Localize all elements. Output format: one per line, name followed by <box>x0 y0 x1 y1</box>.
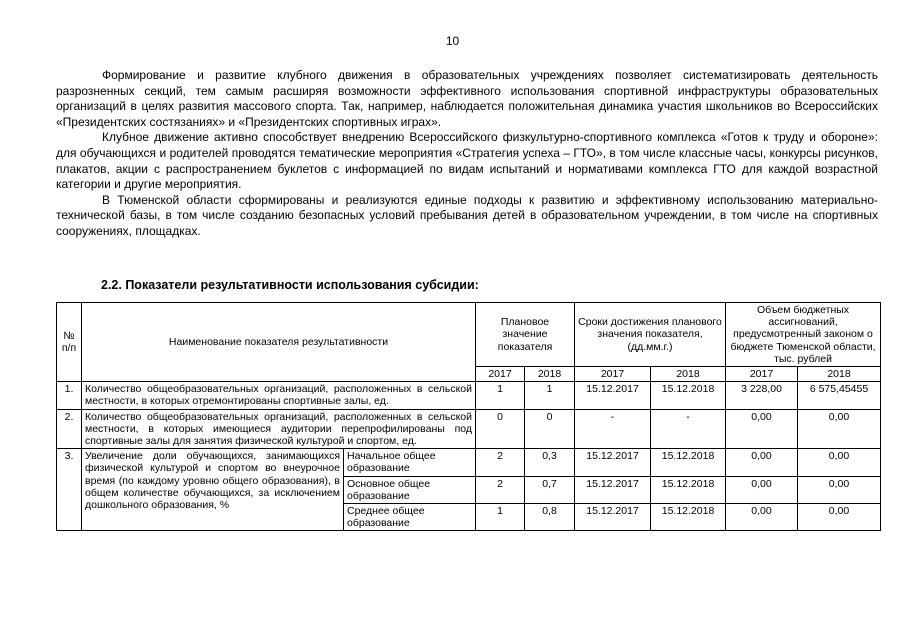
plan-2017: 1 <box>476 504 525 531</box>
budget-2018: 0,00 <box>798 409 881 449</box>
plan-2017: 2 <box>476 449 525 476</box>
plan-2017: 2 <box>476 476 525 503</box>
plan-2018: 0,3 <box>525 449 575 476</box>
budget-2018: 0,00 <box>798 504 881 531</box>
header-date-2018: 2018 <box>651 367 726 382</box>
header-budget-2018: 2018 <box>798 367 881 382</box>
header-row <box>57 303 881 367</box>
table-row <box>57 449 881 476</box>
table-row <box>57 382 881 409</box>
plan-2018: 0,7 <box>525 476 575 503</box>
date-2017: 15.12.2017 <box>575 476 651 503</box>
date-2018: 15.12.2018 <box>651 382 726 409</box>
budget-2018: 6 575,45455 <box>798 382 881 409</box>
plan-2018: 1 <box>525 382 575 409</box>
header-plan-2018: 2018 <box>525 367 575 382</box>
budget-2017: 0,00 <box>726 476 798 503</box>
section-title: 2.2. Показатели результативности использования субсидии: <box>101 278 479 292</box>
date-2018: 15.12.2018 <box>651 476 726 503</box>
header-budget-2017: 2017 <box>726 367 798 382</box>
header-plan: Плановое значение показателя <box>476 303 575 367</box>
row-num: 2. <box>57 409 82 449</box>
row-name: Количество общеобразовательных организаций, расположенных в сельской местности, в которых отремонтированы спортивные залы, ед. <box>82 382 476 409</box>
budget-2017: 0,00 <box>726 504 798 531</box>
plan-2017: 0 <box>476 409 525 449</box>
row-name: Увеличение доли обучающихся, занимающихся физической культурой и спортом во внеурочное время (по каждому уровню общего образования), в общем количестве обучающихся, за исключением дошкольного образования, % <box>82 449 344 531</box>
education-level: Начальное общее образование <box>344 449 476 476</box>
date-2018: 15.12.2018 <box>651 449 726 476</box>
header-name: Наименование показателя результативности <box>82 303 476 382</box>
header-num: № п/п <box>57 303 82 382</box>
budget-2017: 0,00 <box>726 409 798 449</box>
paragraph-3: В Тюменской области сформированы и реализуются единые подходы к развитию и эффективному использованию материально-технической базы, в том числе созданию безопасных условий пребывания детей в образовательном учреждении, в том числе на спортивных сооружениях, площадках. <box>56 192 878 238</box>
header-date-2017: 2017 <box>575 367 651 382</box>
row-num: 1. <box>57 382 82 409</box>
plan-2017: 1 <box>476 382 525 409</box>
date-2017: 15.12.2017 <box>575 382 651 409</box>
indicators-table <box>56 302 881 531</box>
header-plan-2017: 2017 <box>476 367 525 382</box>
row-name: Количество общеобразовательных организаций, расположенных в сельской местности, в которых имеющиеся аудитории перепрофилированы под спортивные залы для занятия физической культурой и спортом, ед. <box>82 409 476 449</box>
date-2018: - <box>651 409 726 449</box>
table-row <box>57 409 881 449</box>
plan-2018: 0,8 <box>525 504 575 531</box>
header-dates: Сроки достижения планового значения показателя, (дд.мм.г.) <box>575 303 726 367</box>
row-num: 3. <box>57 449 82 531</box>
paragraph-1: Формирование и развитие клубного движения в образовательных учреждениях позволяет систематизировать деятельность разрозненных секций, тем самым расширяя возможности эффективного использования спортивной инфраструктуры образовательных организаций в целях развития массового спорта. Так, например, наблюдается положительная динамика участия школьников во Всероссийских «Президентских состязаниях» и «Президентских спортивных играх». <box>56 68 878 129</box>
date-2017: 15.12.2017 <box>575 504 651 531</box>
budget-2018: 0,00 <box>798 449 881 476</box>
education-level: Основное общее образование <box>344 476 476 503</box>
budget-2017: 0,00 <box>726 449 798 476</box>
body-text <box>56 68 878 240</box>
budget-2018: 0,00 <box>798 476 881 503</box>
paragraph-2: Клубное движение активно способствует внедрению Всероссийского физкультурно-спортивного комплекса «Готов к труду и обороне»: для обучающихся и родителей проводятся тематические мероприятия «Стратегия успеха – ГТО», в том числе классные часы, конкурсы рисунков, плакатов, акции с распространением буклетов с информацией по видам испытаний и нормативами комплекса ГТО для каждой возрастной категории и другие мероприятия. <box>56 130 878 192</box>
plan-2018: 0 <box>525 409 575 449</box>
page-number: 10 <box>445 34 460 48</box>
education-level: Среднее общее образование <box>344 504 476 531</box>
header-budget: Объем бюджетных ассигнований, предусмотренный законом о бюджете Тюменской области, тыс. рублей <box>726 303 881 367</box>
date-2017: 15.12.2017 <box>575 449 651 476</box>
budget-2017: 3 228,00 <box>726 382 798 409</box>
date-2018: 15.12.2018 <box>651 504 726 531</box>
date-2017: - <box>575 409 651 449</box>
